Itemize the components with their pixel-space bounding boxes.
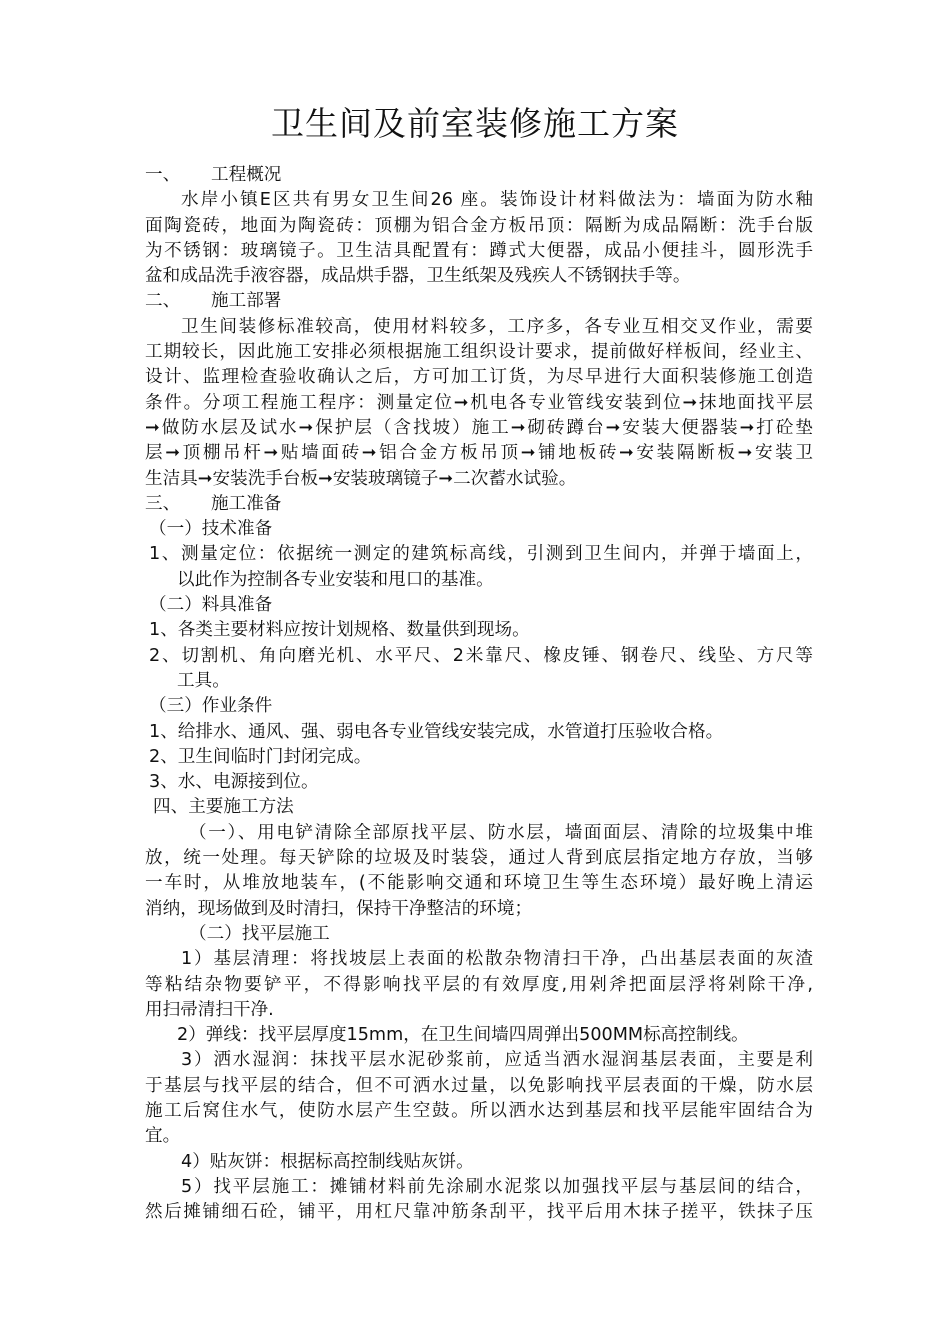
section-heading-1	[145, 163, 813, 188]
section-title: 工程概况	[211, 165, 282, 185]
paragraph-line: 2）弹线：找平层厚度15mm，在卫生间墙四周弹出500MM标高控制线。	[177, 1025, 749, 1046]
paragraph-line: 用扫帚清扫干净.	[145, 999, 274, 1020]
paragraph-line: 一车时，从堆放地装车，(不能影响交通和环境卫生等生态环境）最好晚上清运	[145, 873, 813, 894]
paragraph-line: 卫生间装修标准较高，使用材料较多，工序多，各专业互相交叉作业，需要	[181, 316, 813, 337]
list-item-continuation: 以此作为控制各专业安装和甩口的基准。	[177, 569, 494, 590]
paragraph-line: ➞做防水层及试水➞保护层（含找坡）施工➞砌砖蹲台➞安装大便器装➞打砼垫	[145, 417, 813, 438]
paragraph-line: （一）、用电铲清除全部原找平层、防水层，墙面面层、清除的垃圾集中堆	[189, 822, 813, 843]
paragraph-line: 然后摊铺细石砼，铺平，用杠尺靠冲筋条刮平，找平后用木抹子搓平，铁抹子压	[145, 1202, 813, 1223]
paragraph-line: 层➞顶棚吊杆➞贴墙面砖➞铝合金方板吊顶➞铺地板砖➞安装隔断板➞安装卫	[145, 443, 813, 464]
paragraph-line: 宜。	[145, 1126, 181, 1147]
subsection-heading: （二）料具准备	[149, 595, 273, 616]
paragraph-line: 为不锈钢：玻璃镜子。卫生洁具配置有：蹲式大便器，成品小便挂斗，圆形洗手	[145, 240, 813, 261]
section-number: 一、	[145, 165, 181, 185]
list-item: 2、切割机、角向磨光机、水平尺、2米靠尺、橡皮锤、钢卷尺、线坠、方尺等	[149, 645, 813, 666]
section-heading-2	[145, 289, 813, 314]
section-heading-3	[145, 492, 813, 517]
subsection-heading: （三）作业条件	[149, 696, 273, 717]
section-title: 施工部署	[211, 291, 282, 312]
list-item: 1、各类主要材料应按计划规格、数量供到现场。	[149, 620, 530, 641]
list-item: 3、水、电源接到位。	[149, 772, 319, 793]
list-item: 1、测量定位：依据统一测定的建筑标高线，引测到卫生间内，并弹于墙面上，	[149, 544, 813, 565]
document-title: 卫生间及前室装修施工方案	[271, 104, 679, 143]
document-body	[145, 163, 813, 1225]
paragraph-line: 1）基层清理：将找坡层上表面的松散杂物清扫干净，凸出基层表面的灰渣	[181, 949, 813, 970]
paragraph-line: 盆和成品洗手液容器，成品烘手器，卫生纸架及残疾人不锈钢扶手等。	[145, 266, 691, 287]
section-number: 二、	[145, 291, 181, 312]
paragraph-line: 等粘结杂物要铲平，不得影响找平层的有效厚度,用剁斧把面层浮将剁除干净,	[145, 974, 813, 995]
paragraph-line: 5）找平层施工：摊铺材料前先涂刷水泥浆以加强找平层与基层间的结合，	[181, 1176, 813, 1197]
paragraph-line: 放，统一处理。每天铲除的垃圾及时装袋，通过人背到底层指定地方存放，当够	[145, 848, 813, 869]
paragraph-line: 工期较长，因此施工安排必须根据施工组织设计要求，提前做好样板间，经业主、	[145, 342, 813, 363]
paragraph-line: 3）洒水湿润：抹找平层水泥砂浆前，应适当洒水湿润基层表面，主要是利	[181, 1050, 813, 1071]
subsection-heading: （一）技术准备	[149, 519, 273, 540]
paragraph-line: 面陶瓷砖，地面为陶瓷砖：顶棚为铝合金方板吊顶：隔断为成品隔断：洗手台版	[145, 215, 813, 236]
paragraph-line: 水岸小镇E区共有男女卫生间26 座。装饰设计材料做法为：墙面为防水釉	[181, 190, 813, 211]
section-number: 三、	[145, 493, 181, 514]
section-title: 施工准备	[211, 493, 282, 514]
paragraph-line: 设计、监理检查验收确认之后，方可加工订货，为尽早进行大面积装修施工创造	[145, 367, 813, 388]
paragraph-line: 条件。分项工程施工程序：测量定位➞机电各专业管线安装到位➞抹地面找平层	[145, 392, 813, 413]
list-item-continuation: 工具。	[177, 670, 230, 691]
list-item: 2、卫生间临时门封闭完成。	[149, 746, 372, 767]
subsection-heading: （二）找平层施工	[189, 923, 330, 944]
paragraph-line: 于基层与找平层的结合，但不可洒水过量，以免影响找平层表面的干燥，防水层	[145, 1075, 813, 1096]
paragraph-line: 消纳，现场做到及时清扫，保持干净整洁的环境；	[145, 898, 533, 919]
paragraph-line: 生洁具➞安装洗手台板➞安装玻璃镜子➞二次蓄水试验。	[145, 468, 577, 489]
section-heading-4: 四、主要施工方法	[153, 797, 294, 818]
list-item: 1、给排水、通风、强、弱电各专业管线安装完成，水管道打压验收合格。	[149, 721, 724, 742]
paragraph-line: 施工后窝住水气，使防水层产生空鼓。所以洒水达到基层和找平层能牢固结合为	[145, 1100, 813, 1121]
paragraph-line: 4）贴灰饼：根据标高控制线贴灰饼。	[181, 1151, 474, 1172]
